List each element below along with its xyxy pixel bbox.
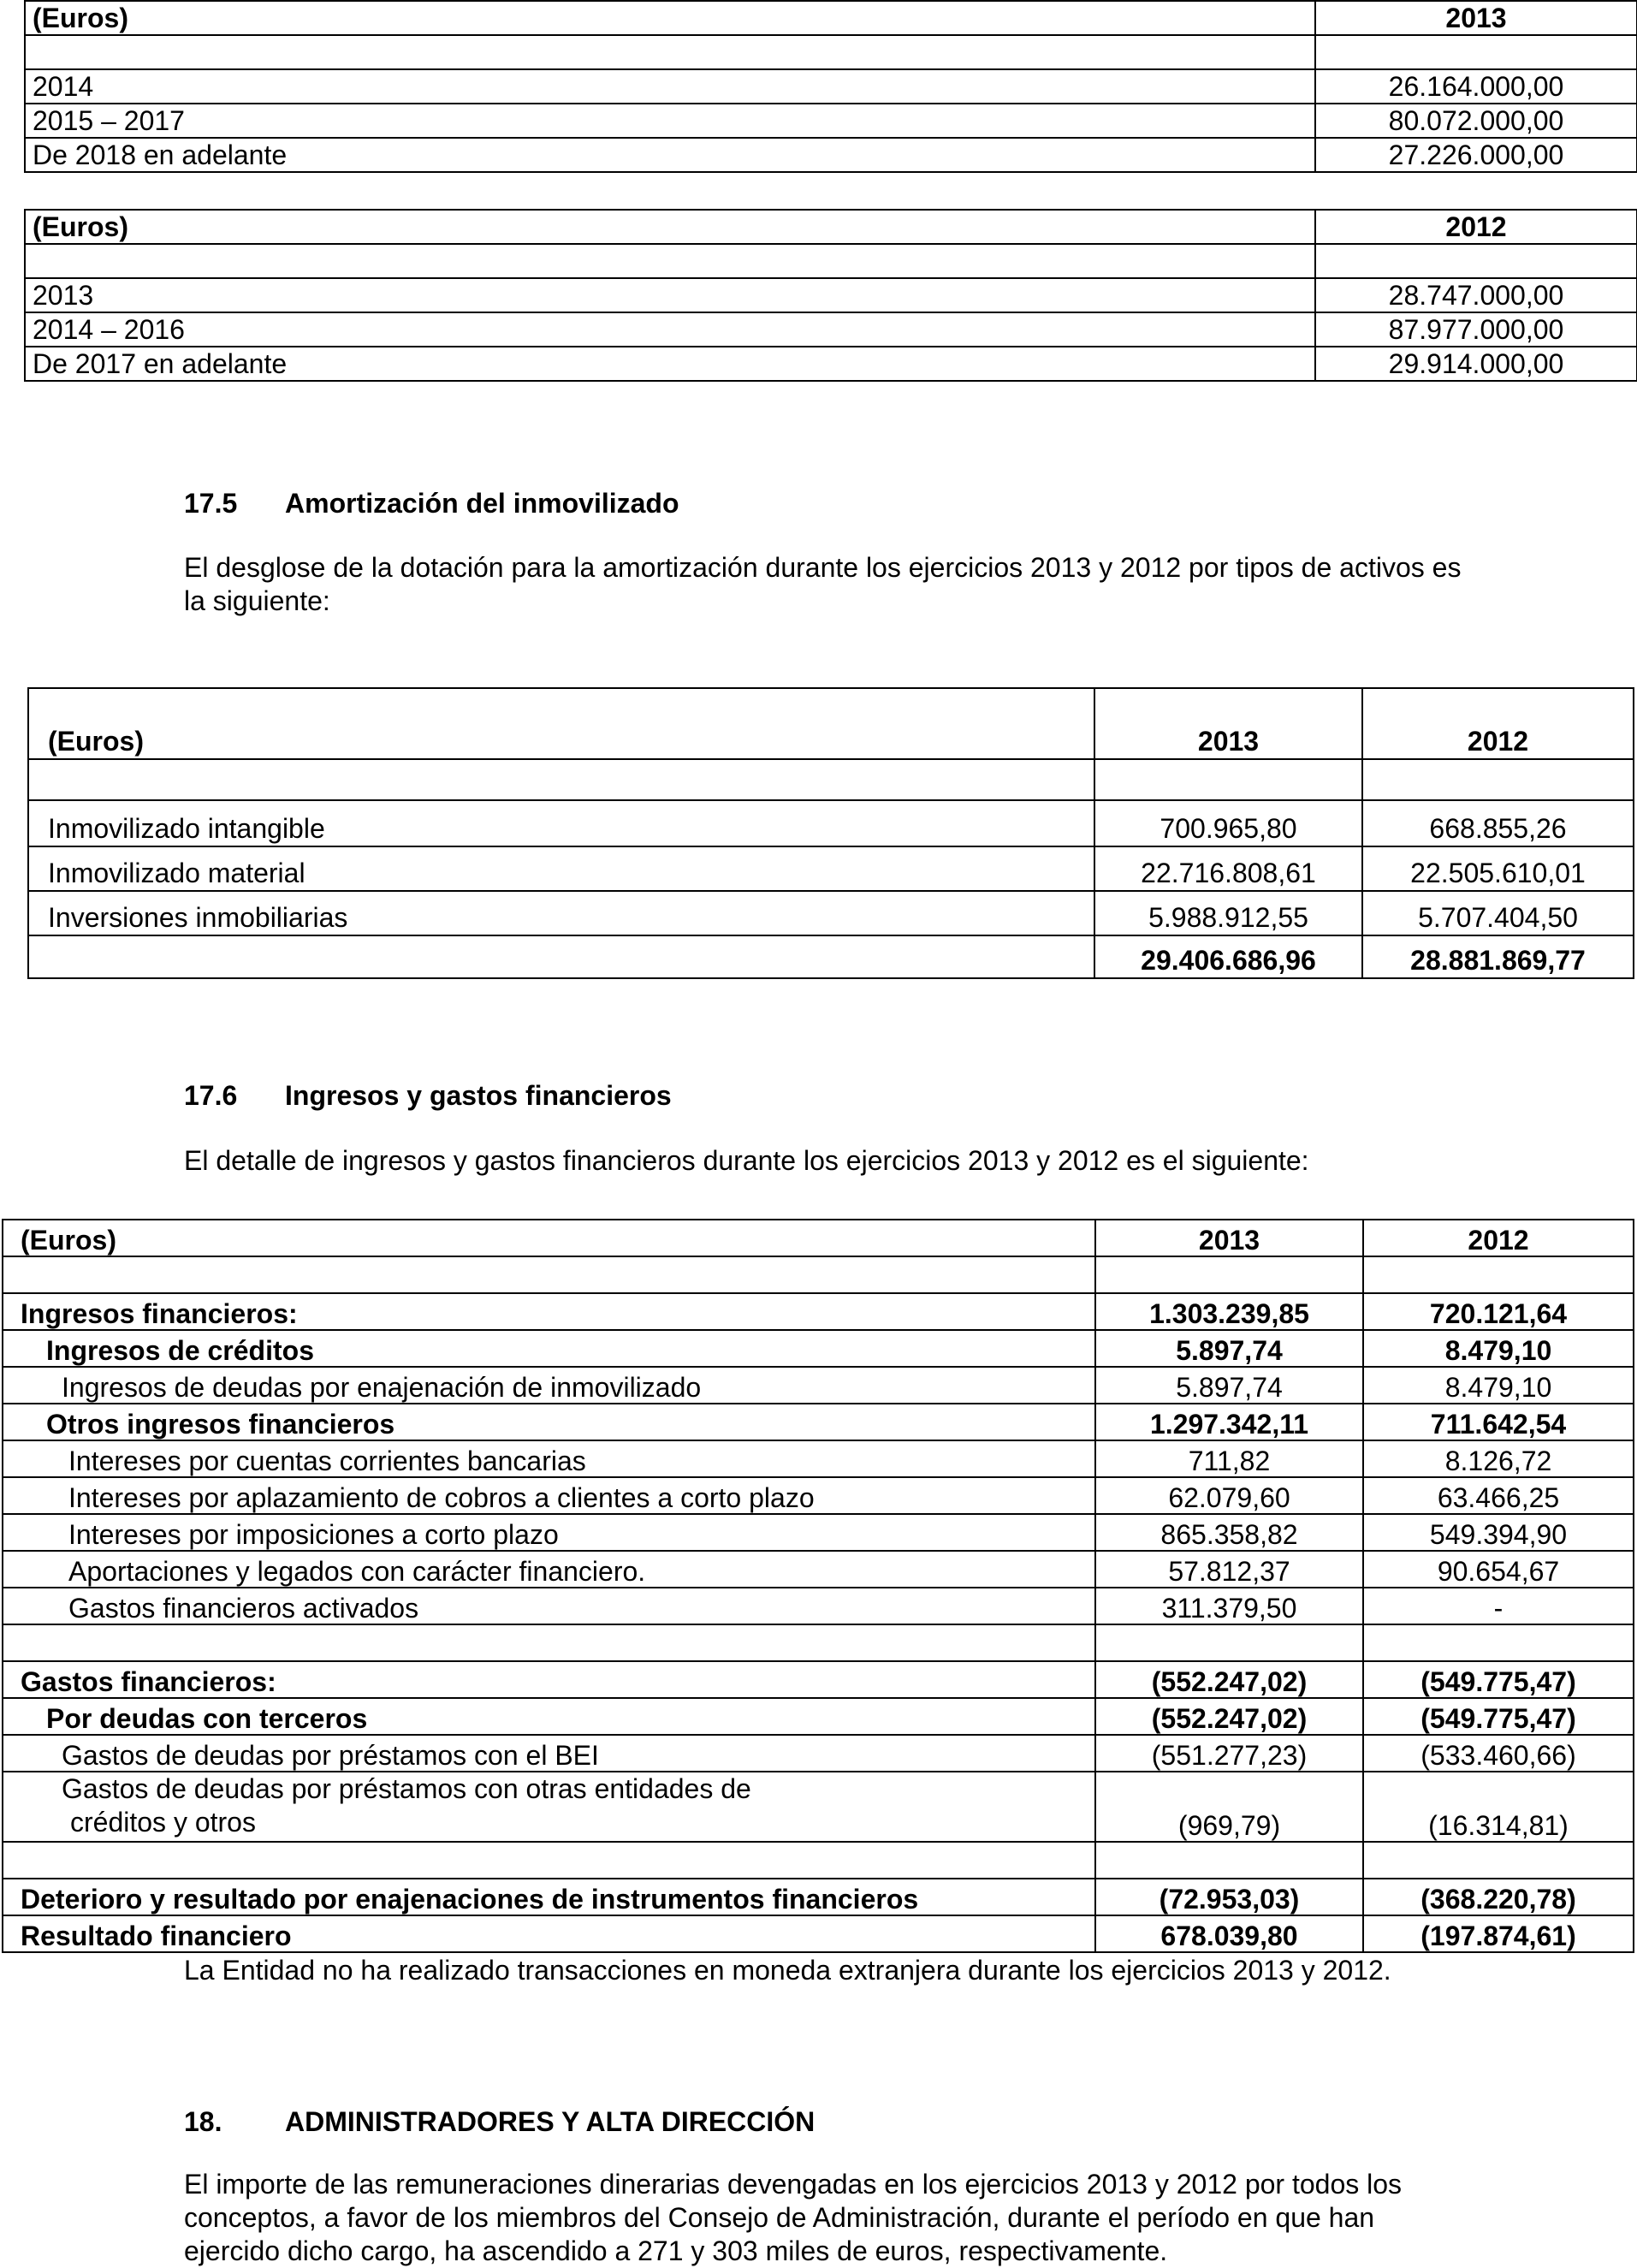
row-value: (197.874,61): [1363, 1915, 1634, 1952]
row-value: (551.277,23): [1095, 1735, 1363, 1772]
empty-row: [3, 1624, 1634, 1661]
table-row: [3, 1514, 1634, 1551]
total-row: [28, 935, 1634, 978]
table-header-row: [25, 210, 1637, 244]
table-row: [25, 278, 1637, 312]
paragraph-line: El importe de las remuneraciones dinerarias devengadas en los ejercicios 2013 y 2012 por todos los: [184, 2169, 1403, 2200]
row-value: 1.297.342,11: [1095, 1404, 1363, 1440]
section-paragraph: [184, 2168, 1510, 2268]
row-label: Gastos de deudas por préstamos con el BEI: [3, 1735, 1095, 1772]
section-number: 17.6: [184, 1080, 238, 1111]
section-title: Ingresos y gastos financieros: [285, 1080, 672, 1111]
table-row: [3, 1879, 1634, 1915]
row-label: De 2017 en adelante: [25, 347, 1315, 381]
row-value: 549.394,90: [1363, 1514, 1634, 1551]
row-label: 2013: [25, 278, 1315, 312]
row-label: Otros ingresos financieros: [3, 1404, 1095, 1440]
row-value: 311.379,50: [1095, 1588, 1363, 1624]
table-row: [3, 1588, 1634, 1624]
row-value: 5.707.404,50: [1362, 891, 1634, 935]
row-value: 29.914.000,00: [1315, 347, 1637, 381]
row-value: (533.460,66): [1363, 1735, 1634, 1772]
row-label-line: créditos y otros: [70, 1807, 256, 1838]
note-paragraph: La Entidad no ha realizado transacciones en moneda extranjera durante los ejercicios 2013 y 2012.: [184, 1955, 1391, 1986]
row-label: 2014 – 2016: [25, 312, 1315, 347]
table-row: [3, 1698, 1634, 1735]
row-label: 2014: [25, 69, 1315, 104]
row-label: Inmovilizado intangible: [28, 800, 1094, 846]
row-value: 720.121,64: [1363, 1293, 1634, 1330]
row-value: 1.303.239,85: [1095, 1293, 1363, 1330]
financiero-table: [2, 1219, 1634, 1953]
row-label-line: Gastos de deudas por préstamos con otras entidades de: [62, 1773, 751, 1804]
section-paragraph: El detalle de ingresos y gastos financieros durante los ejercicios 2013 y 2012 es el siguiente:: [184, 1145, 1309, 1176]
row-value: 8.479,10: [1363, 1330, 1634, 1367]
row-value: 22.716.808,61: [1094, 846, 1362, 891]
header-year: 2012: [1362, 688, 1634, 759]
row-label: Resultado financiero: [3, 1915, 1095, 1952]
header-label: (Euros): [28, 688, 1094, 759]
row-label: Gastos financieros:: [3, 1661, 1095, 1698]
header-year: 2013: [1094, 688, 1362, 759]
section-title: ADMINISTRADORES Y ALTA DIRECCIÓN: [285, 2106, 816, 2137]
section-number: 17.5: [184, 488, 238, 519]
table-row: [25, 69, 1637, 104]
table-row: [3, 1915, 1634, 1952]
row-value: 62.079,60: [1095, 1477, 1363, 1514]
table-header-row: [25, 1, 1637, 35]
table-row: [3, 1330, 1634, 1367]
row-value: 700.965,80: [1094, 800, 1362, 846]
table-row: [3, 1440, 1634, 1477]
row-value: (552.247,02): [1095, 1698, 1363, 1735]
row-value: 865.358,82: [1095, 1514, 1363, 1551]
header-label: (Euros): [25, 1, 1315, 35]
table-row: [25, 312, 1637, 347]
row-value: 5.897,74: [1095, 1330, 1363, 1367]
row-value: 27.226.000,00: [1315, 138, 1637, 172]
empty-row: [3, 1256, 1634, 1293]
row-label: Aportaciones y legados con carácter financiero.: [3, 1551, 1095, 1588]
row-value: 87.977.000,00: [1315, 312, 1637, 347]
row-value: 26.164.000,00: [1315, 69, 1637, 104]
table-row: [25, 347, 1637, 381]
row-label: Intereses por aplazamiento de cobros a clientes a corto plazo: [3, 1477, 1095, 1514]
row-label: De 2018 en adelante: [25, 138, 1315, 172]
amortizacion-table: [27, 687, 1634, 979]
paragraph-line: la siguiente:: [184, 585, 330, 616]
row-value: 80.072.000,00: [1315, 104, 1637, 138]
header-year: 2013: [1315, 1, 1637, 35]
header-year: 2012: [1363, 1220, 1634, 1256]
empty-row: [25, 244, 1637, 278]
row-value: (72.953,03): [1095, 1879, 1363, 1915]
table-row: [3, 1772, 1634, 1842]
header-label: (Euros): [25, 210, 1315, 244]
row-value: 8.126,72: [1363, 1440, 1634, 1477]
row-value: 711.642,54: [1363, 1404, 1634, 1440]
row-value: (969,79): [1095, 1772, 1363, 1842]
table-row: [3, 1551, 1634, 1588]
table-header-row: [3, 1220, 1634, 1256]
row-value: 57.812,37: [1095, 1551, 1363, 1588]
empty-row: [25, 35, 1637, 69]
row-value: 5.897,74: [1095, 1367, 1363, 1404]
row-value: (16.314,81): [1363, 1772, 1634, 1842]
row-value: (549.775,47): [1363, 1661, 1634, 1698]
header-year: 2013: [1095, 1220, 1363, 1256]
row-value: 678.039,80: [1095, 1915, 1363, 1952]
row-label: Inmovilizado material: [28, 846, 1094, 891]
row-label: Ingresos de créditos: [3, 1330, 1095, 1367]
maturity-table-2012: [24, 209, 1637, 382]
row-value: (549.775,47): [1363, 1698, 1634, 1735]
row-value: 711,82: [1095, 1440, 1363, 1477]
row-value: -: [1363, 1588, 1634, 1624]
header-label: (Euros): [3, 1220, 1095, 1256]
row-label: 2015 – 2017: [25, 104, 1315, 138]
row-label: Ingresos de deudas por enajenación de inmovilizado: [3, 1367, 1095, 1404]
row-label: Deterioro y resultado por enajenaciones de instrumentos financieros: [3, 1879, 1095, 1915]
row-label: Intereses por imposiciones a corto plazo: [3, 1514, 1095, 1551]
row-value: 90.654,67: [1363, 1551, 1634, 1588]
row-value: 8.479,10: [1363, 1367, 1634, 1404]
table-row: [3, 1661, 1634, 1698]
row-label: Gastos financieros activados: [3, 1588, 1095, 1624]
section-number: 18.: [184, 2106, 222, 2137]
section-title: Amortización del inmovilizado: [285, 488, 679, 519]
table-row: [25, 138, 1637, 172]
row-value: 5.988.912,55: [1094, 891, 1362, 935]
table-row: [3, 1477, 1634, 1514]
paragraph-line: ejercido dicho cargo, ha ascendido a 271 y 303 miles de euros, respectivamente.: [184, 2235, 1168, 2266]
row-value: (368.220,78): [1363, 1879, 1634, 1915]
header-year: 2012: [1315, 210, 1637, 244]
table-row: [25, 104, 1637, 138]
row-label: Por deudas con terceros: [3, 1698, 1095, 1735]
total-value: 28.881.869,77: [1362, 935, 1634, 978]
table-row: [28, 800, 1634, 846]
row-value: 63.466,25: [1363, 1477, 1634, 1514]
row-value: 668.855,26: [1362, 800, 1634, 846]
empty-row: [28, 759, 1634, 800]
row-value: (552.247,02): [1095, 1661, 1363, 1698]
row-label: [3, 1772, 1095, 1842]
row-label: Intereses por cuentas corrientes bancarias: [3, 1440, 1095, 1477]
table-row: [3, 1293, 1634, 1330]
total-value: 29.406.686,96: [1094, 935, 1362, 978]
table-row: [3, 1367, 1634, 1404]
table-header-row: [28, 688, 1634, 759]
row-label: Ingresos financieros:: [3, 1293, 1095, 1330]
table-row: [3, 1735, 1634, 1772]
empty-row: [3, 1842, 1634, 1879]
row-label: Inversiones inmobiliarias: [28, 891, 1094, 935]
table-row: [28, 846, 1634, 891]
section-paragraph: [184, 551, 1510, 618]
paragraph-line: El desglose de la dotación para la amortización durante los ejercicios 2013 y 2012 por tipos de activos es: [184, 552, 1462, 583]
maturity-table-2013: [24, 0, 1637, 173]
row-value: 22.505.610,01: [1362, 846, 1634, 891]
table-row: [3, 1404, 1634, 1440]
table-row: [28, 891, 1634, 935]
row-value: 28.747.000,00: [1315, 278, 1637, 312]
paragraph-line: conceptos, a favor de los miembros del Consejo de Administración, durante el período en que han: [184, 2202, 1375, 2233]
